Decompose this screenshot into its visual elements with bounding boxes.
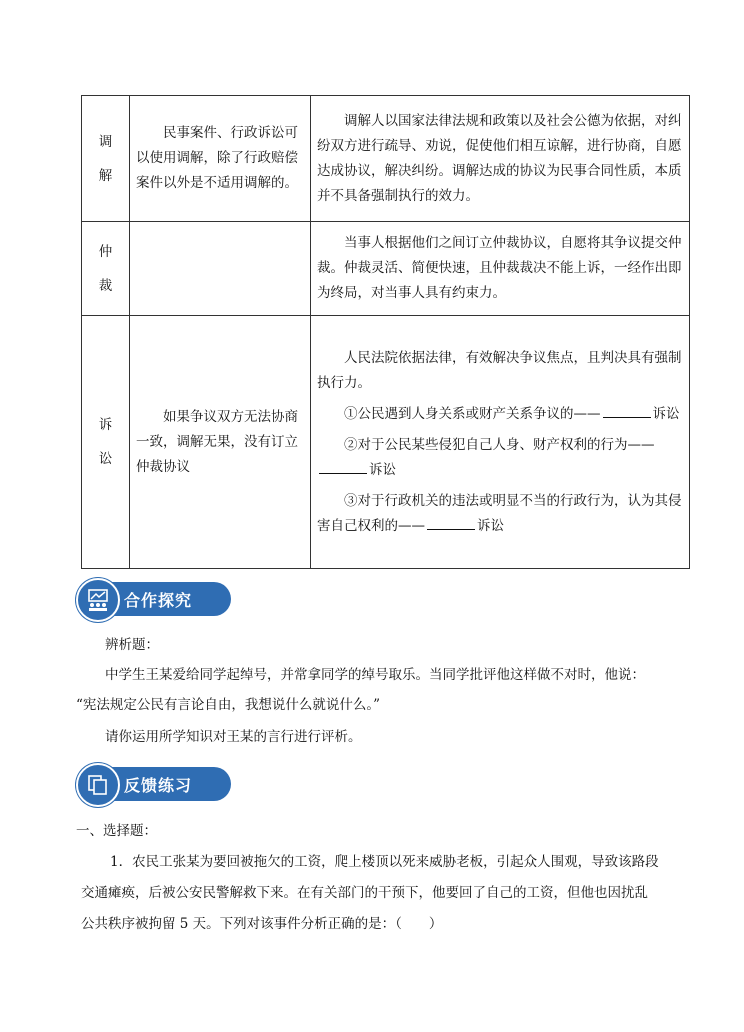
section-heading: 一、选择题：: [76, 823, 157, 839]
question-label: 辨析题：: [105, 637, 159, 653]
litigation-item: ③对于行政机关的违法或明显不当的行政行为，认为其侵害自己权利的—— 诉讼: [317, 492, 682, 534]
paragraph: 中学生王某爱给同学起绰号，并常拿同学的绰号取乐。当同学批评他这样做不对时，他说：: [105, 667, 645, 683]
section-banner-cooperation: [76, 578, 231, 620]
table-row: [82, 316, 690, 569]
litigation-item: ①公民遇到人身关系或财产关系争议的—— 诉讼: [317, 402, 683, 427]
section-title: 合作探究: [124, 591, 193, 610]
fill-blank[interactable]: [427, 515, 475, 530]
description-cell: 当事人根据他们之间订立仲裁协议，自愿将其争议提交仲裁。仲裁灵活、简便快速，且仲裁裁决不能上诉，一经作出即为终局，对当事人具有约束力。: [311, 222, 690, 316]
table-row: [82, 96, 690, 222]
row-head: 诉 讼: [82, 316, 130, 569]
team-icon: [76, 578, 120, 622]
section-banner-feedback: [76, 763, 231, 805]
description-cell: 人民法院依据法律，有效解决争议焦点，且判决具有强制执行力。 ①公民遇到人身关系或财产关系争议的—— 诉讼 ②对于公民某些侵犯自己人身、财产权利的行为——诉讼 ③对于行政机关的违法或明显不当的行政行为，认为其侵害自己权利的—— 诉讼: [311, 316, 690, 569]
row-head: 仲 裁: [82, 222, 130, 316]
condition-cell: 民事案件、行政诉讼可以使用调解，除了行政赔偿案件以外是不适用调解的。: [130, 96, 311, 222]
paragraph: “宪法规定公民有言论自由，我想说什么就说什么。”: [76, 697, 381, 713]
paragraph: 请你运用所学知识对王某的言行进行评析。: [105, 729, 362, 745]
documents-icon: [76, 763, 120, 807]
section-title: 反馈练习: [124, 776, 193, 795]
row-head: 调 解: [82, 96, 130, 222]
question-text: 交通瘫痪，后被公安民警解救下来。在有关部门的干预下，他要回了自己的工资，但他也因扰乱: [81, 885, 648, 901]
litigation-item: ②对于公民某些侵犯自己人身、财产权利的行为——诉讼: [317, 433, 683, 483]
table-row: [82, 222, 690, 316]
question-text: 公共秩序被拘留 5 天。下列对该事件分析正确的是：（ ）: [81, 916, 443, 932]
comparison-table: [81, 95, 690, 569]
question-text: 1．农民工张某为要回被拖欠的工资，爬上楼顶以死来威胁老板，引起众人围观，导致该路段: [110, 854, 659, 870]
fill-blank[interactable]: [603, 403, 651, 418]
condition-cell: 如果争议双方无法协商一致，调解无果，没有订立仲裁协议: [130, 316, 311, 569]
condition-cell: [130, 222, 311, 316]
fill-blank[interactable]: [319, 459, 367, 474]
description-cell: 调解人以国家法律法规和政策以及社会公德为依据，对纠纷双方进行疏导、劝说，促使他们相互谅解，进行协商，自愿达成协议，解决纠纷。调解达成的协议为民事合同性质，本质并不具备强制执行的效力。: [311, 96, 690, 222]
